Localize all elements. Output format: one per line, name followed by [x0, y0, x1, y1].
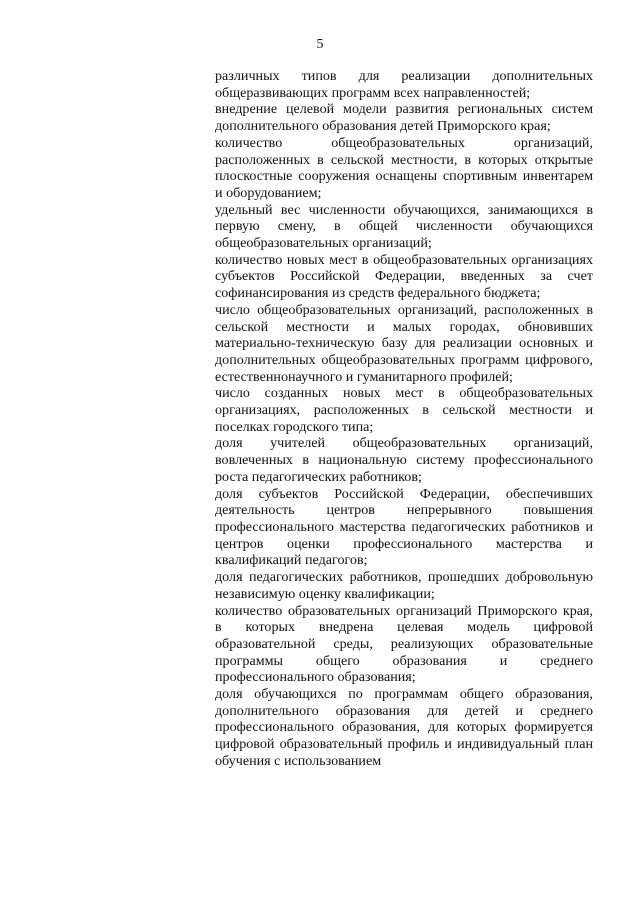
paragraph: число общеобразовательных организаций, расположенных в сельской местности и малых городах, обновивших материально-техническую базу для реализации основных и дополнительных общеобразовательных программ цифрового, естественнонаучного и гуманитарного профилей;: [215, 301, 593, 385]
paragraph: количество общеобразовательных организаций, расположенных в сельской местности, в которых открытые плоскостные сооружения оснащены спортивным инвентарем и оборудованием;: [215, 134, 593, 201]
paragraph: доля субъектов Российской Федерации, обеспечивших деятельность центров непрерывного повышения профессионального мастерства педагогических работников и центров оценки профессионального мастерства и квалификаций педагогов;: [215, 485, 593, 569]
paragraph: доля обучающихся по программам общего образования, дополнительного образования для детей и среднего профессионального образования, для которых формируется цифровой образовательный профиль и индивидуальный план обучения с использованием: [215, 686, 593, 769]
paragraph: доля учителей общеобразовательных организаций, вовлеченных в национальную систему профессионального роста педагогических работников;: [215, 435, 593, 485]
paragraph: внедрение целевой модели развития региональных систем дополнительного образования детей Приморского края;: [215, 101, 593, 135]
paragraph: доля педагогических работников, прошедших добровольную независимую оценку квалификации;: [215, 569, 593, 602]
paragraph: количество образовательных организаций Приморского края, в которых внедрена целевая модель цифровой образовательной среды, реализующих образовательные программы общего образования и среднего профессионального образования;: [215, 602, 593, 686]
paragraph: удельный вес численности обучающихся, занимающихся в первую смену, в общей численности обучающихся общеобразовательных организаций;: [215, 201, 593, 252]
paragraph: число созданных новых мест в общеобразовательных организациях, расположенных в сельской местности и поселках городского типа;: [215, 385, 593, 435]
paragraph: количество новых мест в общеобразовательных организациях субъектов Российской Федерации, введенных за счет софинансирования из средств федерального бюджета;: [215, 251, 593, 302]
body-text: [215, 68, 593, 770]
page-number: 5: [316, 37, 324, 52]
paragraph: различных типов для реализации дополнительных общеразвивающих программ всех направленностей;: [215, 68, 593, 101]
